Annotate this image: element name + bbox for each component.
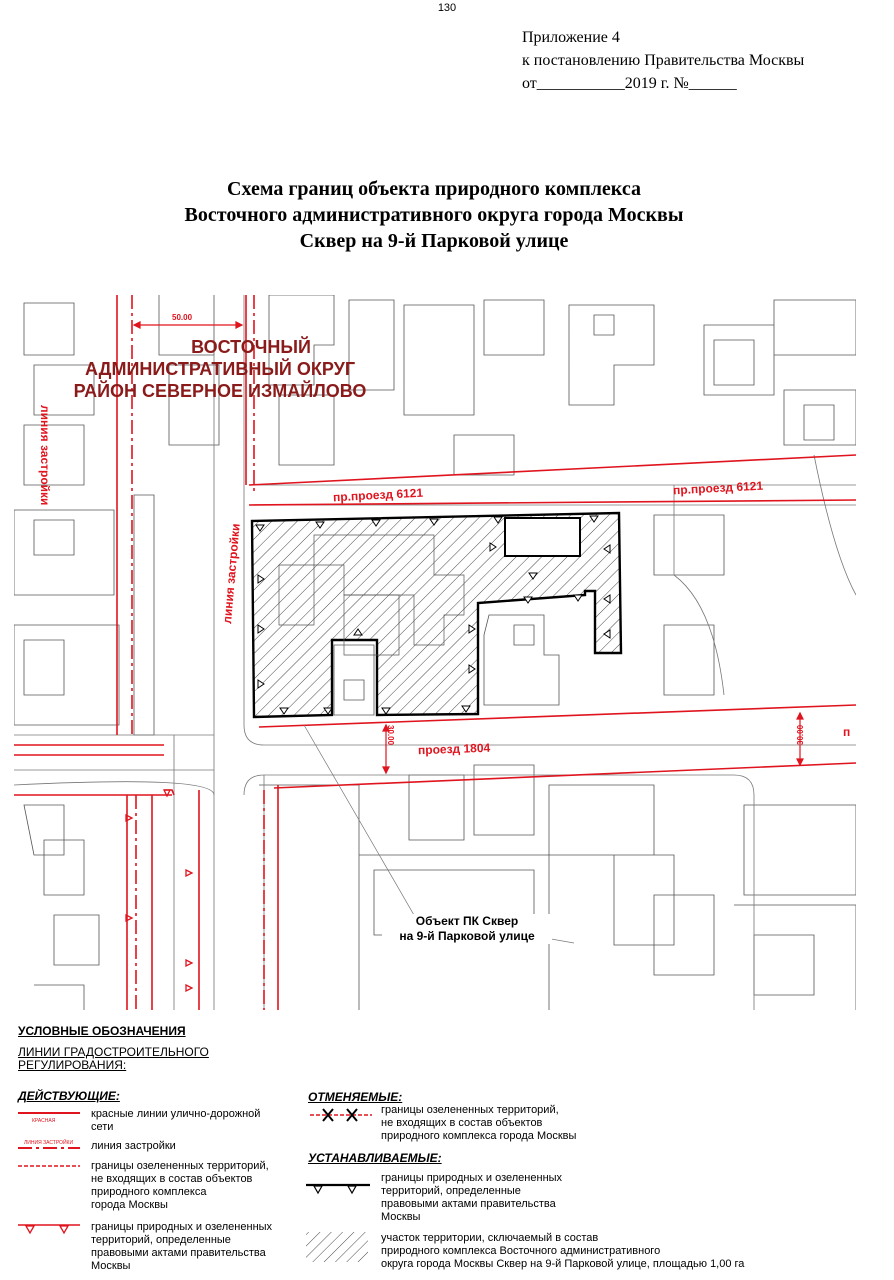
appendix-line-3: от___________2019 г. №______ (522, 75, 737, 92)
appendix-line-1: Приложение 4 (522, 29, 620, 46)
legend-item-green-border: границы озелененных территорий, не входящих в состав объектов природного комплекса города Москвы (91, 1160, 269, 1211)
legend-item-natural-border: границы природных и озелененных территорий, определенные правовыми актами правительства Москвы (91, 1221, 273, 1272)
legend-symbol-building-label: ЛИНИЯ ЗАСТРОЙКИ (24, 1140, 74, 1146)
document-title (0, 176, 868, 254)
title-line-2: Восточного административного округа города Москвы (184, 204, 684, 226)
legend-active-title: ДЕЙСТВУЮЩИЕ: (18, 1089, 120, 1103)
legend-symbol-cancelled (310, 1109, 372, 1121)
legend-symbol-hatch (306, 1232, 368, 1262)
legend-symbol-red-line (18, 1113, 80, 1124)
page-number: 130 (437, 2, 457, 14)
legend-item-cancelled: границы озелененных территорий, не входящих в состав объектов природного комплекса города Москвы (381, 1104, 577, 1142)
object-label (382, 914, 552, 944)
legend-symbol-red-label: КРАСНАЯ (32, 1118, 56, 1124)
label-leader-line (304, 725, 574, 943)
legend-symbol-natural-border (18, 1225, 80, 1233)
legend-title: УСЛОВНЫЕ ОБОЗНАЧЕНИЯ (18, 1024, 186, 1038)
dimension-top-label: 50.00 (172, 313, 193, 322)
boundary-map (14, 295, 856, 1010)
district-label (60, 336, 380, 402)
district-line-1: ВОСТОЧНЫЙ (191, 337, 311, 357)
legend-item-established-border: границы природных и озелененных территорий, определенные правовыми актами правительства Москвы (381, 1172, 563, 1223)
appendix-header (522, 26, 804, 95)
street-label-partial: п (843, 725, 851, 739)
district-line-3: РАЙОН СЕВЕРНОЕ ИЗМАЙЛОВО (73, 381, 367, 401)
object-label-line-1: Объект ПК Сквер (415, 914, 519, 928)
street-label-liniya-zastroyki-left: линия застройки (38, 405, 52, 506)
legend-cancelled-heading: ОТМЕНЯЕМЫЕ: (308, 1090, 403, 1104)
legend-established-heading: УСТАНАВЛИВАЕМЫЕ: (308, 1151, 442, 1165)
legend-symbol-building-line (18, 1138, 80, 1148)
appendix-line-2: к постановлению Правительства Москвы (522, 52, 805, 69)
street-label-liniya-zastroyki-mid: линия застройки (220, 522, 243, 625)
object-label-line-2: на 9-й Парковой улице (399, 929, 535, 943)
building-cutout (505, 518, 580, 556)
legend-item-building-line: линия застройки (91, 1140, 176, 1152)
street-label-proezd-6121-right: пр.проезд 6121 (672, 478, 764, 498)
legend-subtitle-1: ЛИНИИ ГРАДОСТРОИТЕЛЬНОГО (18, 1045, 209, 1059)
legend-symbol-established-border (306, 1185, 370, 1193)
street-label-proezd-6121-left: пр.проезд 6121 (332, 485, 424, 505)
legend-item-red-lines: красные линии улично-дорожной сети (91, 1108, 261, 1133)
dimension-right-label: 30.00 (796, 724, 805, 745)
title-line-1: Схема границ объекта природного комплекса (227, 178, 641, 200)
legend-subtitle-2: РЕГУЛИРОВАНИЯ: (18, 1058, 127, 1072)
legend-item-hatched-area: участок территории, сключаемый в состав природного комплекса Восточного административного округа города Москвы Сквер на 9-й Парковой улице, площадью 1,00 га (381, 1232, 745, 1270)
dimension-mid-label: 30.00 (386, 725, 395, 746)
street-label-proezd-1804: проезд 1804 (417, 740, 491, 758)
title-line-3: Сквер на 9-й Парковой улице (299, 230, 569, 252)
district-line-2: АДМИНИСТРАТИВНЫЙ ОКРУГ (84, 359, 356, 379)
